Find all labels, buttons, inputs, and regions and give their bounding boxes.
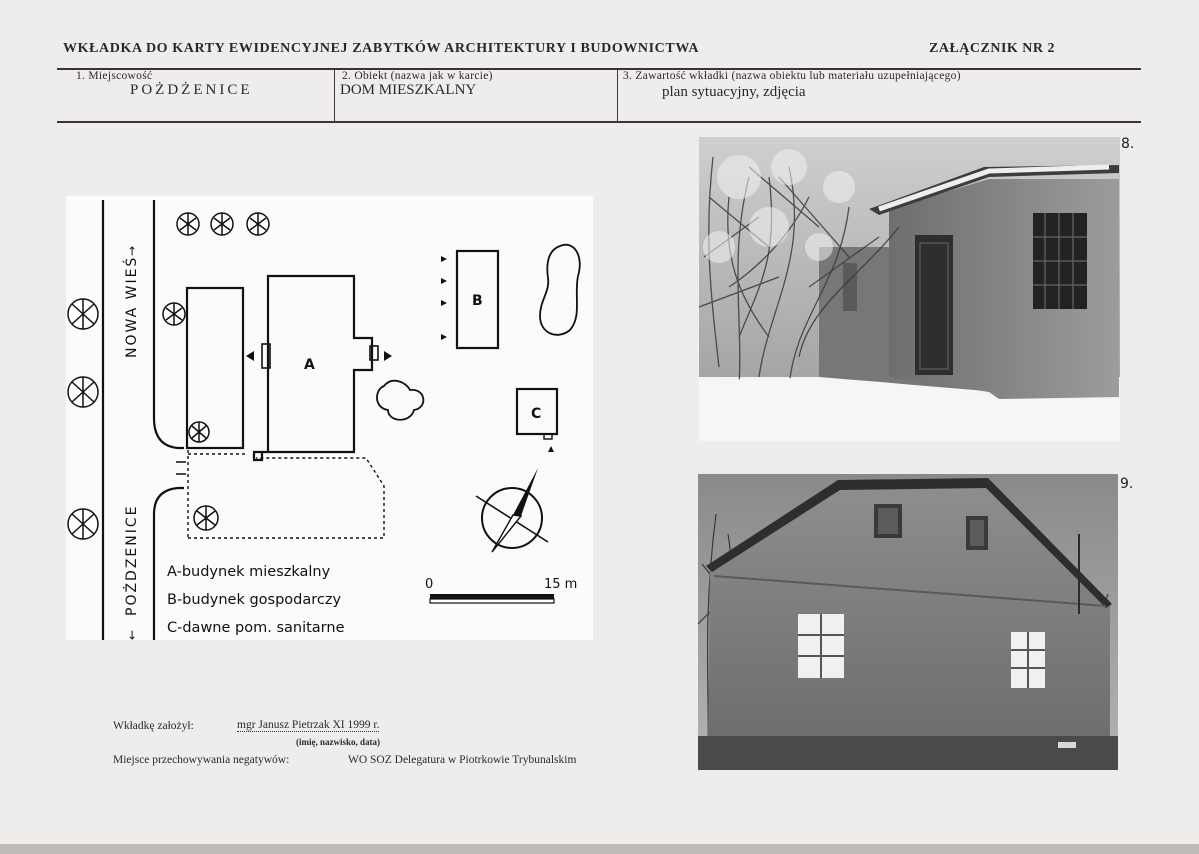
tree-symbol: [68, 299, 98, 329]
building-c-label: C: [531, 406, 542, 422]
header-rule-top: [57, 68, 1141, 70]
object-value: DOM MIESZKALNY: [340, 82, 477, 98]
building-b-marker-3: [441, 300, 447, 306]
building-a-label: A: [304, 357, 315, 373]
tree-symbol: [68, 377, 98, 407]
site-plan: [66, 196, 593, 640]
tree-symbol: [68, 509, 98, 539]
fence-yard: [188, 458, 384, 538]
shrub-outline: [377, 381, 423, 420]
road-label-south: POŻDZENICE: [124, 504, 140, 616]
tree-symbol: [177, 213, 199, 235]
tree-symbol: [211, 213, 233, 235]
tree-symbol: [163, 303, 185, 325]
photo-9-number: 9.: [1120, 476, 1134, 492]
author-hint: (imię, nazwisko, data): [296, 737, 380, 747]
photo-9: [698, 474, 1118, 770]
locality-value: POŻDŻENICE: [130, 82, 253, 98]
compass-north-needle: [513, 468, 538, 516]
storage-label: Miejsce przechowywania negatywów:: [113, 754, 290, 766]
building-b-marker-4: [441, 334, 447, 340]
building-b-marker-1: [441, 256, 447, 262]
pond-outline: [540, 245, 580, 335]
legend-item-c: C-dawne pom. sanitarne: [167, 620, 345, 636]
entrance-gate: [176, 462, 186, 474]
building-b-label: B: [472, 293, 483, 309]
scale-end-label: 15 m: [544, 577, 578, 592]
contents-value: plan sytuacyjny, zdjęcia: [662, 84, 806, 100]
site-plan-drawing: [66, 196, 593, 640]
scale-start-label: 0: [425, 577, 434, 592]
scale-bar-hollow: [430, 599, 554, 603]
tree-symbol: [189, 422, 209, 442]
appendix-number: ZAŁĄCZNIK NR 2: [929, 41, 1056, 56]
road-label-north: NOWA WIEŚ: [124, 255, 140, 358]
tree-symbol: [247, 213, 269, 235]
legend-item-b: B-budynek gospodarczy: [167, 592, 342, 608]
photo-8-image: [699, 137, 1120, 441]
photo-8: [699, 137, 1120, 441]
header-rule-bottom: [57, 121, 1141, 123]
legend-item-a: A-budynek mieszkalny: [167, 564, 331, 580]
road-arrow-north: →: [125, 245, 139, 256]
contents-label: 3. Zawartość wkładki (nazwa obiektu lub materiału uzupełniającego): [623, 70, 961, 82]
author-value: mgr Janusz Pietrzak XI 1999 r.: [237, 719, 380, 731]
building-b-marker-2: [441, 278, 447, 284]
entrance-marker-right: [384, 351, 392, 361]
object-label: 2. Obiekt (nazwa jak w karcie): [342, 70, 493, 82]
scale-bar-solid: [430, 594, 554, 599]
storage-value: WO SOZ Delegatura w Piotrkowie Trybunalskim: [348, 754, 577, 766]
author-label: Wkładkę założył:: [113, 720, 194, 732]
locality-label: 1. Miejscowość: [76, 70, 153, 82]
road-arrow-south: ←: [125, 629, 139, 640]
field-divider-1: [334, 69, 335, 122]
photo-8-number: 8.: [1121, 136, 1135, 152]
field-divider-2: [617, 69, 618, 122]
document-title: WKŁADKA DO KARTY EWIDENCYJNEJ ZABYTKÓW ARCHITEKTURY I BUDOWNICTWA: [63, 41, 700, 56]
building-c-marker: [548, 446, 554, 452]
page-bottom-edge: [0, 844, 1199, 854]
entrance-marker-left: [246, 351, 254, 361]
photo-9-image: [698, 474, 1118, 770]
compass-south-needle: [492, 515, 521, 552]
tree-symbol: [194, 506, 218, 530]
